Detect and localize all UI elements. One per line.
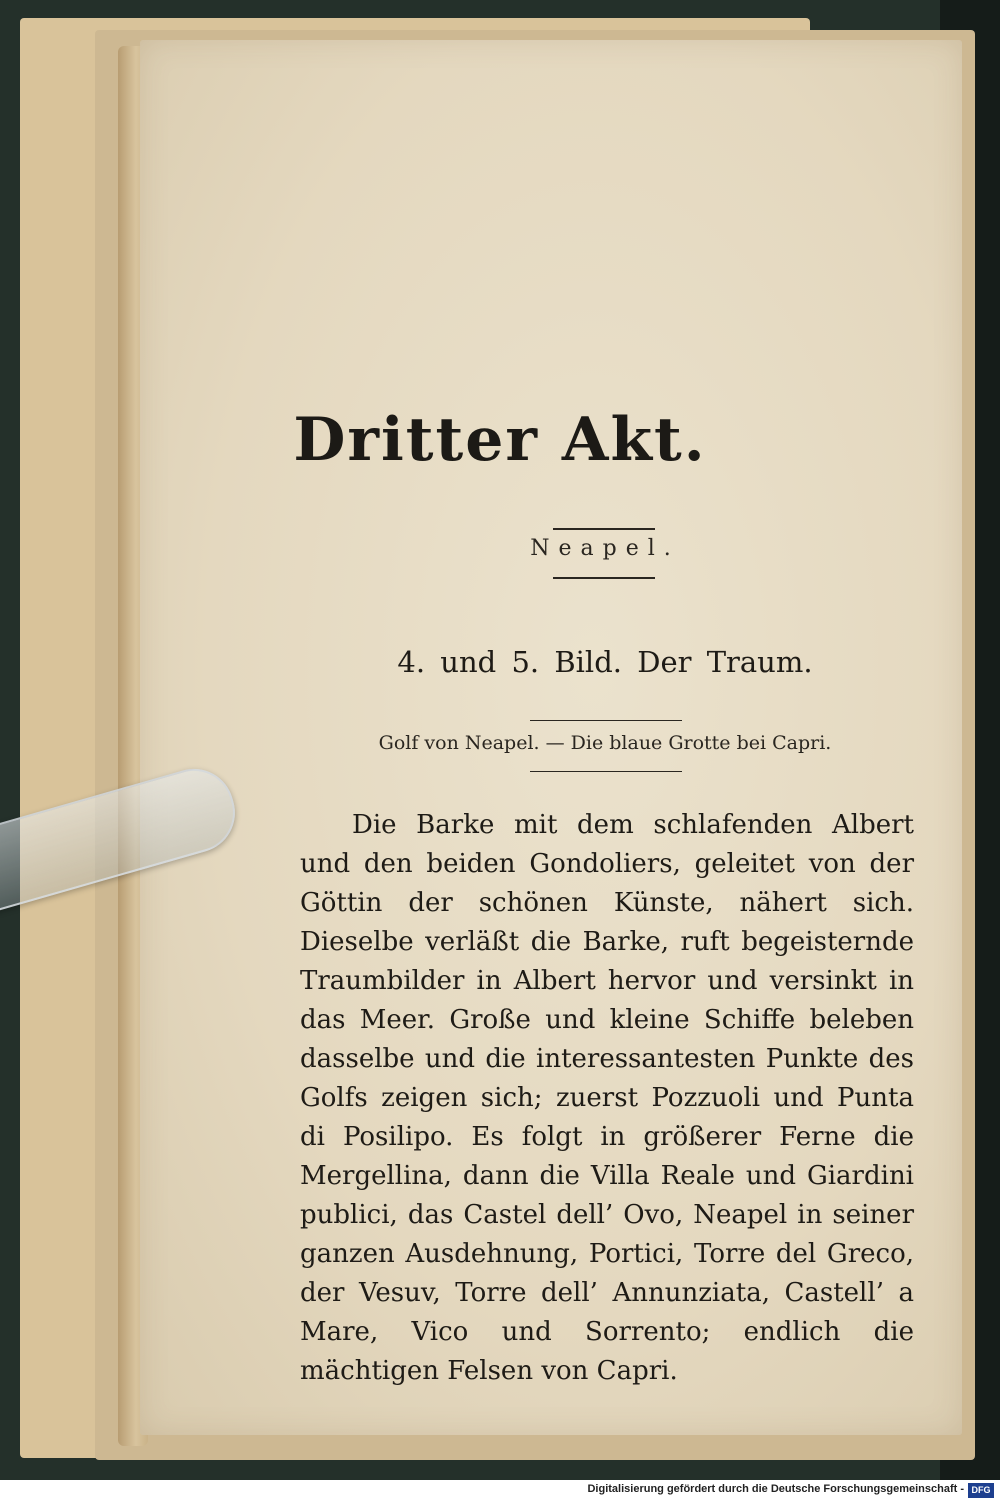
footer-bar xyxy=(0,1480,1000,1502)
footer-credit: Digitalisierung gefördert durch die Deutsche Forschungsgemeinschaft - xyxy=(587,1483,964,1495)
scene-heading: 4. und 5. Bild. Der Traum. xyxy=(397,645,813,679)
location-rule-bottom xyxy=(530,771,682,772)
stage-direction-paragraph: Die Barke mit dem schlafenden Albert und den beiden Gondoliers, geleitet von der Göttin der schönen Künste, nähert sich. Dieselbe verläßt die Barke, ruft begeisternde Traumbilder in Albert hervor und versinkt in das Meer. Große und kleine Schiffe beleben dasselbe und die interessantesten Punkte des Golfs zeigen sich; zuerst Pozzuoli und Punta di Posilipo. Es folgt in größerer Ferne die Mergellina, dann die Villa Reale und Giardini publici, das Castel dell’ Ovo, Neapel in seiner ganzen Ausdehnung, Portici, Torre del Greco, der Vesuv, Torre dell’ Annunziata, Castell’ a Mare, Vico und Sorrento; endlich die mächtigen Felsen von Capri. xyxy=(300,810,914,1386)
act-title: Dritter Akt. xyxy=(293,405,707,475)
dfg-logo: DFG xyxy=(968,1483,994,1498)
subtitle-rule-bottom xyxy=(553,577,655,579)
act-location-subtitle: Neapel. xyxy=(530,536,680,561)
scene-location: Golf von Neapel. — Die blaue Grotte bei Capri. xyxy=(378,732,832,754)
subtitle-rule-top xyxy=(553,528,655,530)
location-rule-top xyxy=(530,720,682,721)
